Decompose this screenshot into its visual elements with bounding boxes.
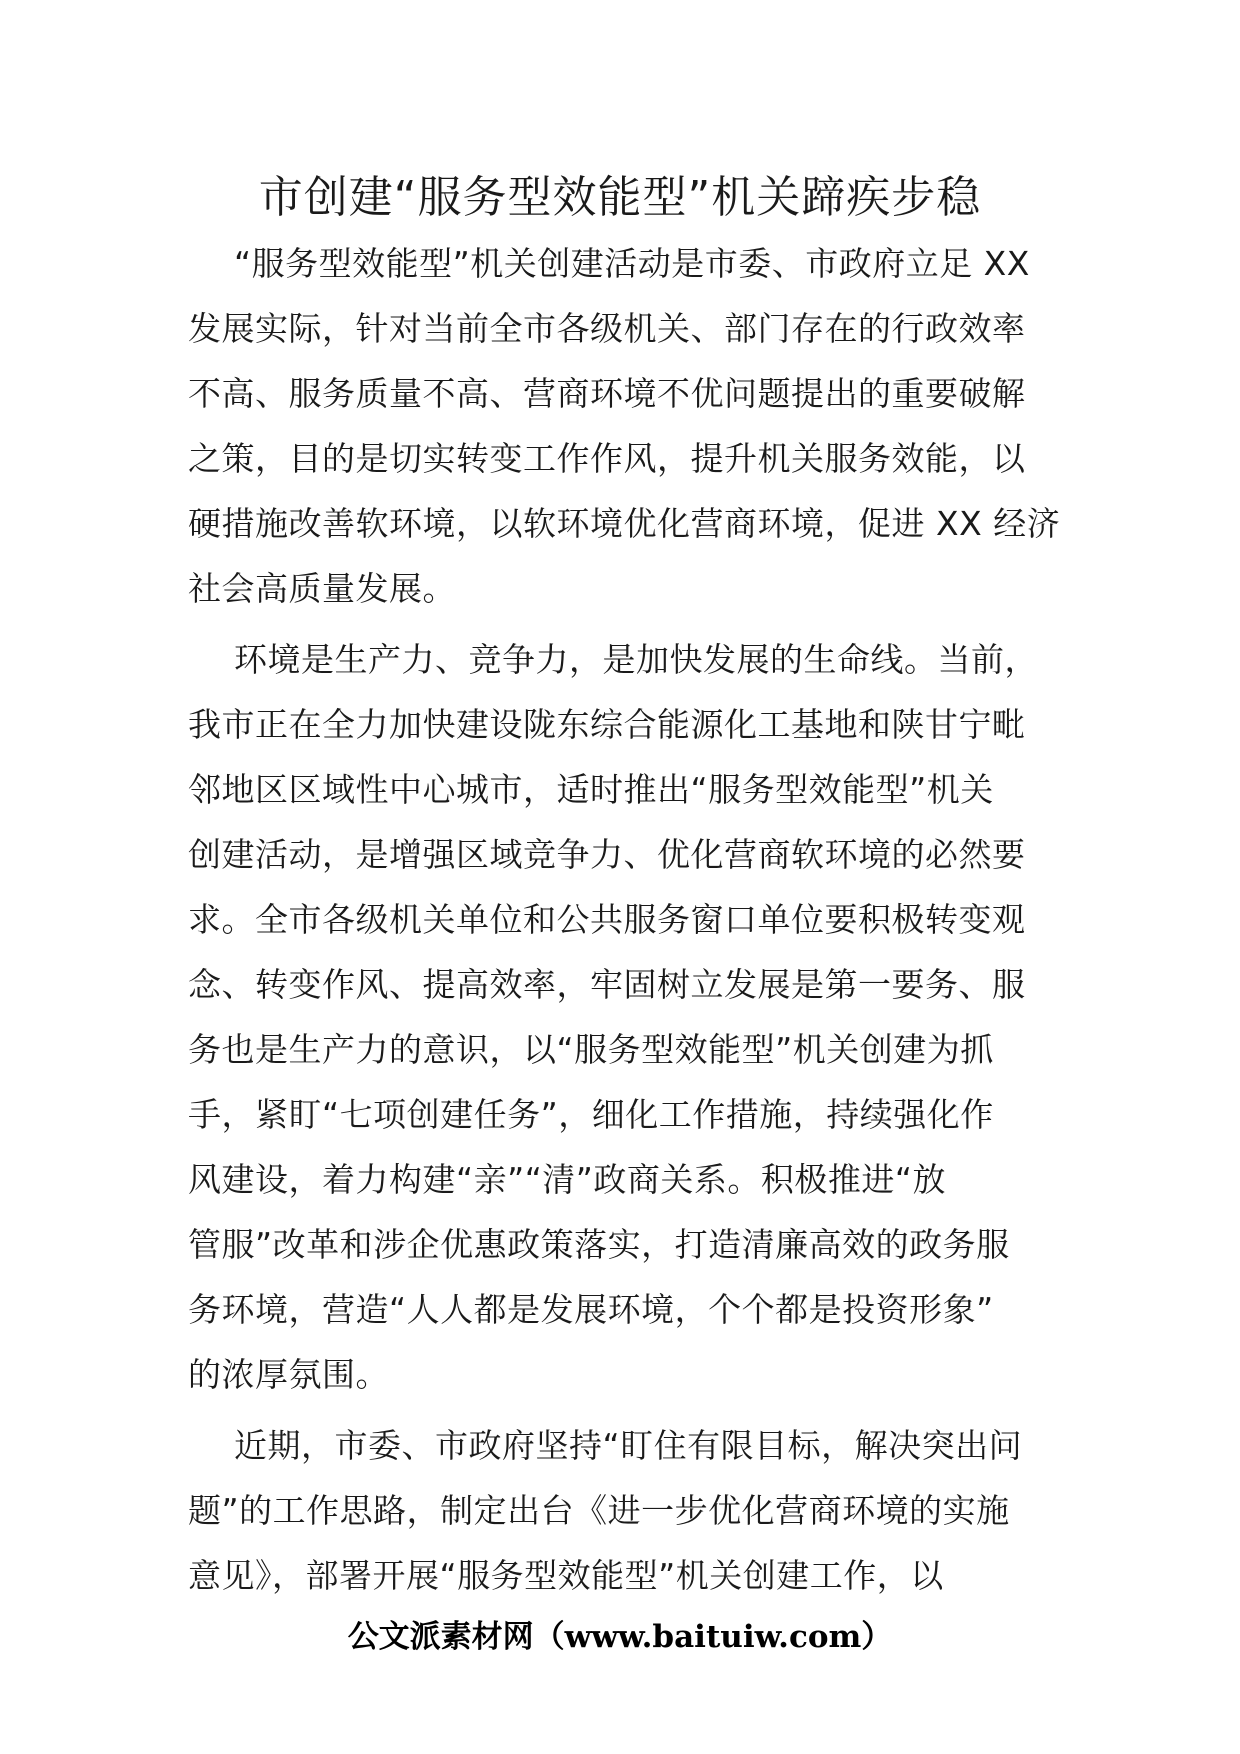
document-body (188, 231, 1061, 1614)
text-line: “服务型效能型”机关创建活动是市委、市政府立足 XX (234, 244, 1030, 283)
text-line: 手，紧盯“七项创建任务”，细化工作措施，持续强化作 (188, 1095, 994, 1134)
text-line: 风建设，着力构建“亲”“清”政商关系。积极推进“放 (188, 1160, 946, 1199)
text-line: 社会高质量发展。 (188, 569, 456, 608)
paragraph-1 (188, 231, 1061, 621)
text-line: 发展实际，针对当前全市各级机关、部门存在的行政效率 (188, 309, 1026, 348)
paragraph-2 (188, 627, 1058, 1407)
text-line: 邻地区区域性中心城市，适时推出“服务型效能型”机关 (188, 770, 994, 809)
text-line: 的浓厚氛围。 (188, 1355, 389, 1394)
text-line: 不高、服务质量不高、营商环境不优问题提出的重要破解 (188, 374, 1026, 413)
text-line: 务也是生产力的意识，以“服务型效能型”机关创建为抓 (188, 1030, 994, 1069)
text-line: 环境是生产力、竞争力，是加快发展的生命线。当前， (234, 640, 1038, 679)
text-line: 近期，市委、市政府坚持“盯住有限目标，解决突出问 (234, 1426, 1023, 1465)
text-line: 意见》，部署开展“服务型效能型”机关创建工作，以 (188, 1556, 944, 1595)
footer-watermark: 公文派素材网（www.baituiw.com） (347, 1619, 893, 1655)
text-line: 题”的工作思路，制定出台《进一步优化营商环境的实施 (188, 1491, 1010, 1530)
text-line: 管服”改革和涉企优惠政策落实，打造清廉高效的政务服 (188, 1225, 1010, 1264)
paragraph-3 (188, 1413, 1058, 1608)
text-line: 务环境，营造“人人都是发展环境，个个都是投资形象” (188, 1290, 994, 1329)
text-line: 念、转变作风、提高效率，牢固树立发展是第一要务、服 (188, 965, 1026, 1004)
text-line: 之策，目的是切实转变工作作风，提升机关服务效能，以 (188, 439, 1026, 478)
text-line: 硬措施改善软环境，以软环境优化营商环境，促进 XX 经济 (188, 504, 1061, 543)
text-line: 我市正在全力加快建设陇东综合能源化工基地和陕甘宁毗 (188, 705, 1026, 744)
text-line: 求。全市各级机关单位和公共服务窗口单位要积极转变观 (188, 900, 1026, 939)
text-line: 创建活动，是增强区域竞争力、优化营商软环境的必然要 (188, 835, 1026, 874)
document-title: 市创建“服务型效能型”机关蹄疾步稳 (258, 172, 982, 223)
